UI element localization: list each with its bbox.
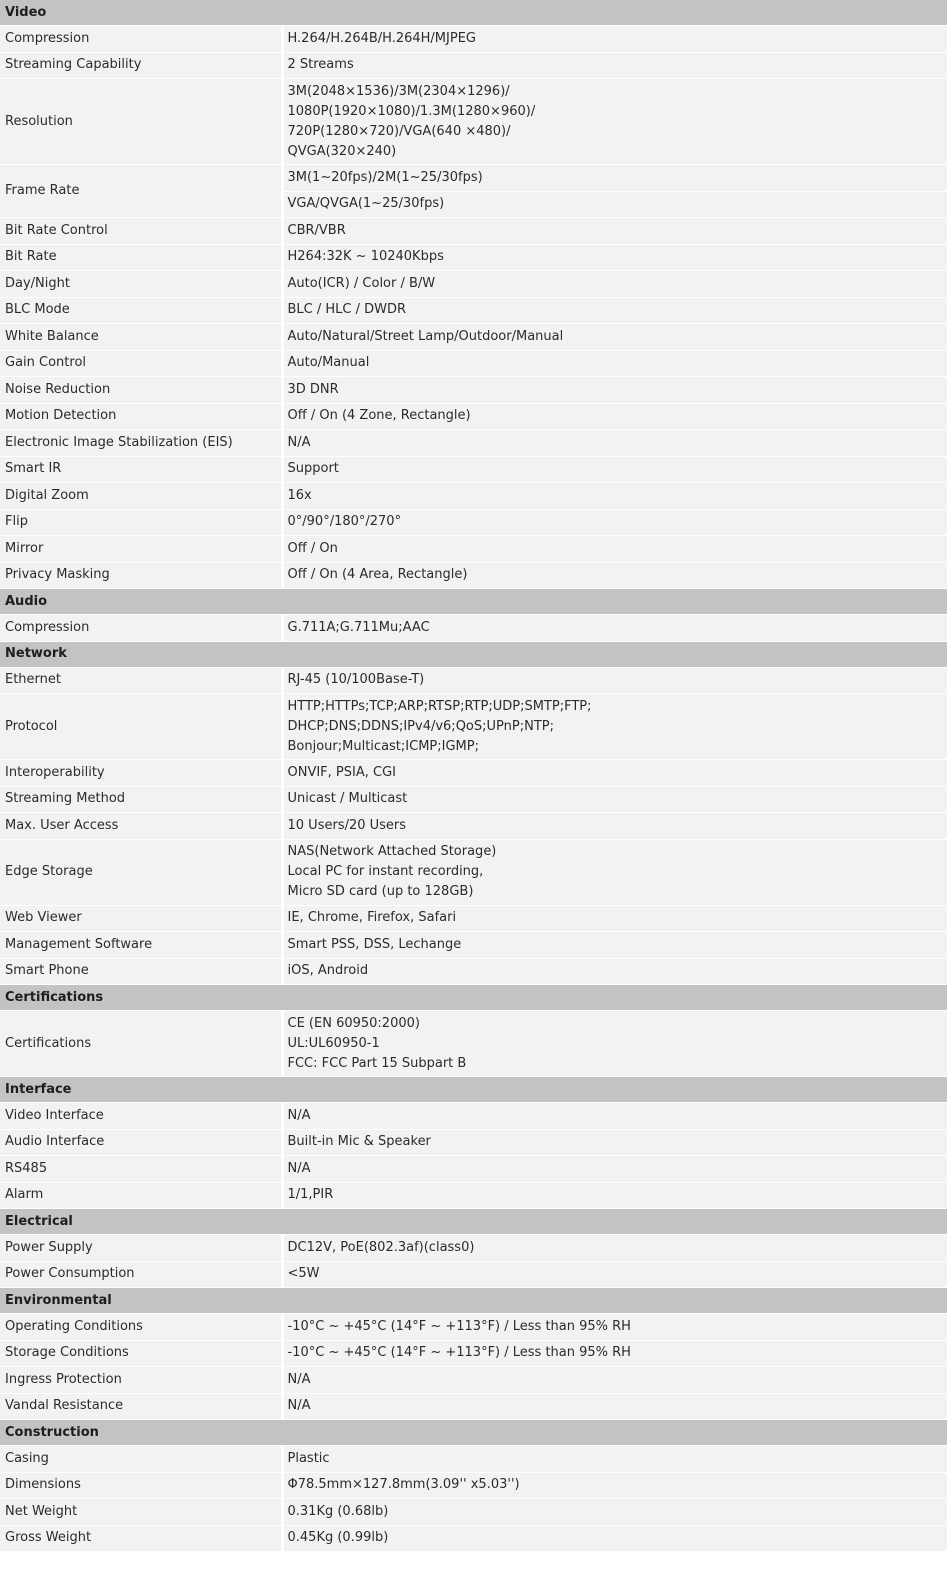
- spec-row-streaming-capability: [0, 52, 947, 79]
- spec-value: [282, 1525, 947, 1552]
- spec-value: VGA/QVGA(1~25/30fps): [282, 191, 947, 218]
- section-title: Electrical: [0, 1209, 947, 1235]
- spec-row-noise-reduction: [0, 377, 947, 404]
- spec-value: [282, 377, 947, 404]
- spec-value: [282, 760, 947, 787]
- spec-row-frame-rate: [0, 165, 947, 192]
- spec-label: Alarm: [0, 1182, 282, 1209]
- spec-label: Frame Rate: [0, 165, 282, 218]
- spec-row-gross-weight: [0, 1525, 947, 1552]
- spec-label: Day/Night: [0, 271, 282, 298]
- spec-value-line: Off / On (4 Zone, Rectangle): [287, 408, 471, 424]
- spec-value: [282, 536, 947, 563]
- spec-value-line: Local PC for instant recording,: [287, 864, 484, 879]
- spec-value: [282, 1261, 947, 1288]
- spec-label: Motion Detection: [0, 403, 282, 430]
- spec-row-net-weight: [0, 1499, 947, 1526]
- spec-value-line: N/A: [287, 1107, 311, 1123]
- spec-label: Protocol: [0, 694, 282, 760]
- spec-label: Net Weight: [0, 1499, 282, 1526]
- spec-value-line: CBR/VBR: [287, 222, 346, 238]
- spec-row-protocol: [0, 694, 947, 760]
- spec-value: [282, 297, 947, 324]
- spec-value-line: BLC / HLC / DWDR: [287, 302, 407, 318]
- spec-value-line: 1080P(1920×1080)/1.3M(1280×960)/: [287, 103, 536, 119]
- spec-value-line: UL:UL60950-1: [287, 1035, 380, 1051]
- spec-value-line: 0.45Kg (0.99lb): [287, 1530, 389, 1546]
- spec-value-line: N/A: [287, 1160, 311, 1176]
- spec-label: Mirror: [0, 536, 282, 563]
- spec-value: [282, 839, 947, 905]
- spec-row-compression: [0, 26, 947, 53]
- spec-row-mirror: [0, 536, 947, 563]
- spec-value-line: FCC: FCC Part 15 Subpart B: [287, 1055, 467, 1071]
- spec-value-line: 0°/90°/180°/270°: [287, 514, 402, 530]
- spec-label: Resolution: [0, 79, 282, 165]
- spec-value: [282, 271, 947, 298]
- spec-value: [282, 1182, 947, 1209]
- spec-label: Bit Rate Control: [0, 218, 282, 245]
- spec-value: [282, 562, 947, 589]
- spec-row-ingress-protection: [0, 1367, 947, 1394]
- spec-label: Dimensions: [0, 1472, 282, 1499]
- section-title: Construction: [0, 1420, 947, 1446]
- spec-value-line: H.264/H.264B/H.264H/MJPEG: [287, 30, 476, 46]
- spec-label: RS485: [0, 1156, 282, 1183]
- spec-value: [282, 430, 947, 457]
- spec-row-operating-conditions: [0, 1314, 947, 1341]
- spec-value: [282, 244, 947, 271]
- spec-value: [282, 667, 947, 694]
- section-header-electrical: [0, 1209, 947, 1235]
- spec-value: [282, 1393, 947, 1420]
- spec-value: 3M(1~20fps)/2M(1~25/30fps): [282, 165, 947, 192]
- spec-label: Privacy Masking: [0, 562, 282, 589]
- spec-row-gain-control: [0, 350, 947, 377]
- spec-row-bit-rate: [0, 244, 947, 271]
- spec-label: Interoperability: [0, 760, 282, 787]
- section-title: Network: [0, 641, 947, 667]
- spec-row-resolution: [0, 79, 947, 165]
- spec-row-vandal-resistance: [0, 1393, 947, 1420]
- spec-value-line: Off / On: [287, 540, 338, 556]
- spec-label: Storage Conditions: [0, 1340, 282, 1367]
- spec-value-line: 0.31Kg (0.68lb): [287, 1503, 389, 1519]
- spec-value-line: Smart PSS, DSS, Lechange: [287, 936, 462, 952]
- spec-value-line: Built-in Mic & Speaker: [287, 1134, 431, 1150]
- spec-value-line: ONVIF, PSIA, CGI: [287, 764, 396, 780]
- spec-row-dimensions: [0, 1472, 947, 1499]
- spec-row-video-interface: [0, 1103, 947, 1130]
- spec-value: [282, 958, 947, 985]
- spec-row-edge-storage: [0, 839, 947, 905]
- spec-row-smart-ir: [0, 456, 947, 483]
- section-header-network: [0, 641, 947, 667]
- spec-value-line: Plastic: [287, 1450, 330, 1466]
- spec-value: [282, 615, 947, 642]
- spec-value: [282, 52, 947, 79]
- section-header-construction: [0, 1420, 947, 1446]
- spec-value-line: Auto/Natural/Street Lamp/Outdoor/Manual: [287, 328, 564, 344]
- spec-value-line: 3D DNR: [287, 381, 339, 397]
- spec-value: [282, 1156, 947, 1183]
- spec-row-electronic-image-stabilization-eis: [0, 430, 947, 457]
- spec-value: [282, 813, 947, 840]
- spec-row-management-software: [0, 932, 947, 959]
- spec-label: Smart Phone: [0, 958, 282, 985]
- spec-row-privacy-masking: [0, 562, 947, 589]
- spec-row-casing: [0, 1446, 947, 1473]
- spec-row-web-viewer: [0, 905, 947, 932]
- spec-row-storage-conditions: [0, 1340, 947, 1367]
- spec-row-motion-detection: [0, 403, 947, 430]
- spec-label: Power Supply: [0, 1235, 282, 1262]
- spec-value-line: Off / On (4 Area, Rectangle): [287, 567, 468, 583]
- spec-value-line: DHCP;DNS;DDNS;IPv4/v6;QoS;UPnP;NTP;: [287, 718, 554, 734]
- spec-label: Gain Control: [0, 350, 282, 377]
- spec-value: [282, 1129, 947, 1156]
- spec-value: [282, 1314, 947, 1341]
- spec-value-line: N/A: [287, 1371, 311, 1387]
- spec-value: [282, 694, 947, 760]
- spec-value-line: 1/1,PIR: [287, 1187, 334, 1203]
- spec-value-line: Support: [287, 461, 339, 477]
- spec-label: Web Viewer: [0, 905, 282, 932]
- spec-value-line: RJ-45 (10/100Base-T): [287, 672, 425, 688]
- spec-value-line: Micro SD card (up to 128GB): [287, 884, 474, 899]
- section-header-interface: [0, 1077, 947, 1103]
- section-title: Audio: [0, 589, 947, 615]
- spec-label: Max. User Access: [0, 813, 282, 840]
- spec-label: Noise Reduction: [0, 377, 282, 404]
- section-header-certifications: [0, 985, 947, 1011]
- spec-label: Bit Rate: [0, 244, 282, 271]
- spec-value: [282, 324, 947, 351]
- spec-value: [282, 456, 947, 483]
- spec-row-streaming-method: [0, 786, 947, 813]
- spec-value-line: DC12V, PoE(802.3af)(class0): [287, 1239, 475, 1255]
- spec-label: Casing: [0, 1446, 282, 1473]
- spec-value-line: G.711A;G.711Mu;AAC: [287, 619, 430, 635]
- spec-value: [282, 1446, 947, 1473]
- spec-row-audio-interface: [0, 1129, 947, 1156]
- spec-value-line: 720P(1280×720)/VGA(640 ×480)/: [287, 123, 511, 139]
- spec-label: Operating Conditions: [0, 1314, 282, 1341]
- spec-label: Electronic Image Stabilization (EIS): [0, 430, 282, 457]
- spec-value-line: 2 Streams: [287, 57, 354, 73]
- spec-value: [282, 483, 947, 510]
- spec-value: [282, 1235, 947, 1262]
- spec-value: [282, 932, 947, 959]
- section-title: Interface: [0, 1077, 947, 1103]
- spec-value-line: iOS, Android: [287, 963, 369, 979]
- spec-label: Gross Weight: [0, 1525, 282, 1552]
- spec-label: Ingress Protection: [0, 1367, 282, 1394]
- spec-label: Streaming Capability: [0, 52, 282, 79]
- spec-label: White Balance: [0, 324, 282, 351]
- section-header-environmental: [0, 1288, 947, 1314]
- spec-value: [282, 1499, 947, 1526]
- spec-value-line: NAS(Network Attached Storage): [287, 844, 497, 859]
- spec-value-line: -10°C ~ +45°C (14°F ~ +113°F) / Less than 95% RH: [287, 1345, 631, 1361]
- spec-label: Streaming Method: [0, 786, 282, 813]
- spec-row-bit-rate-control: [0, 218, 947, 245]
- spec-value: [282, 905, 947, 932]
- spec-label: Video Interface: [0, 1103, 282, 1130]
- spec-label: Ethernet: [0, 667, 282, 694]
- spec-row-white-balance: [0, 324, 947, 351]
- spec-value: [282, 1103, 947, 1130]
- spec-value-line: IE, Chrome, Firefox, Safari: [287, 910, 457, 926]
- spec-value: [282, 1011, 947, 1077]
- spec-label: Flip: [0, 509, 282, 536]
- spec-value: [282, 1472, 947, 1499]
- section-title: Video: [0, 0, 947, 26]
- spec-label: BLC Mode: [0, 297, 282, 324]
- section-title: Certifications: [0, 985, 947, 1011]
- spec-value: [282, 403, 947, 430]
- spec-label: Digital Zoom: [0, 483, 282, 510]
- spec-value-line: CE (EN 60950:2000): [287, 1015, 420, 1031]
- spec-row-rs485: [0, 1156, 947, 1183]
- spec-row-ethernet: [0, 667, 947, 694]
- spec-row-compression: [0, 615, 947, 642]
- spec-label: Power Consumption: [0, 1261, 282, 1288]
- spec-value-line: QVGA(320×240): [287, 143, 397, 159]
- spec-value: [282, 786, 947, 813]
- spec-value: [282, 26, 947, 53]
- spec-label: Compression: [0, 615, 282, 642]
- spec-row-certifications: [0, 1011, 947, 1077]
- section-header-audio: [0, 589, 947, 615]
- section-title: Environmental: [0, 1288, 947, 1314]
- spec-label: Management Software: [0, 932, 282, 959]
- spec-value-line: Bonjour;Multicast;ICMP;IGMP;: [287, 738, 479, 754]
- spec-value-line: N/A: [287, 1398, 311, 1414]
- spec-value-line: Unicast / Multicast: [287, 791, 408, 807]
- spec-value-line: 16x: [287, 487, 312, 503]
- spec-row-power-supply: [0, 1235, 947, 1262]
- spec-value: [282, 350, 947, 377]
- spec-row-alarm: [0, 1182, 947, 1209]
- spec-row-day-night: [0, 271, 947, 298]
- spec-value-line: 3M(2048×1536)/3M(2304×1296)/: [287, 83, 510, 99]
- spec-row-digital-zoom: [0, 483, 947, 510]
- spec-value: [282, 79, 947, 165]
- spec-label: Audio Interface: [0, 1129, 282, 1156]
- spec-row-interoperability: [0, 760, 947, 787]
- spec-label: Compression: [0, 26, 282, 53]
- spec-value-line: N/A: [287, 434, 311, 450]
- spec-value-line: -10°C ~ +45°C (14°F ~ +113°F) / Less than 95% RH: [287, 1318, 631, 1334]
- spec-row-blc-mode: [0, 297, 947, 324]
- spec-value-line: Auto/Manual: [287, 355, 370, 371]
- spec-value-line: <5W: [287, 1266, 320, 1282]
- spec-value: [282, 509, 947, 536]
- spec-value-line: H264:32K ~ 10240Kbps: [287, 249, 444, 265]
- spec-value-line: Φ78.5mm×127.8mm(3.09'' x5.03''): [287, 1477, 520, 1493]
- spec-label: Vandal Resistance: [0, 1393, 282, 1420]
- spec-value-line: Auto(ICR) / Color / B/W: [287, 275, 436, 291]
- section-header-video: [0, 0, 947, 26]
- spec-row-power-consumption: [0, 1261, 947, 1288]
- spec-value: [282, 1367, 947, 1394]
- spec-label: Certifications: [0, 1011, 282, 1077]
- spec-value-line: 10 Users/20 Users: [287, 817, 407, 833]
- spec-value: [282, 218, 947, 245]
- spec-value: [282, 1340, 947, 1367]
- spec-label: Smart IR: [0, 456, 282, 483]
- spec-row-flip: [0, 509, 947, 536]
- spec-label: Edge Storage: [0, 839, 282, 905]
- spec-row-smart-phone: [0, 958, 947, 985]
- spec-value-line: HTTP;HTTPs;TCP;ARP;RTSP;RTP;UDP;SMTP;FTP;: [287, 698, 592, 714]
- spec-row-max-user-access: [0, 813, 947, 840]
